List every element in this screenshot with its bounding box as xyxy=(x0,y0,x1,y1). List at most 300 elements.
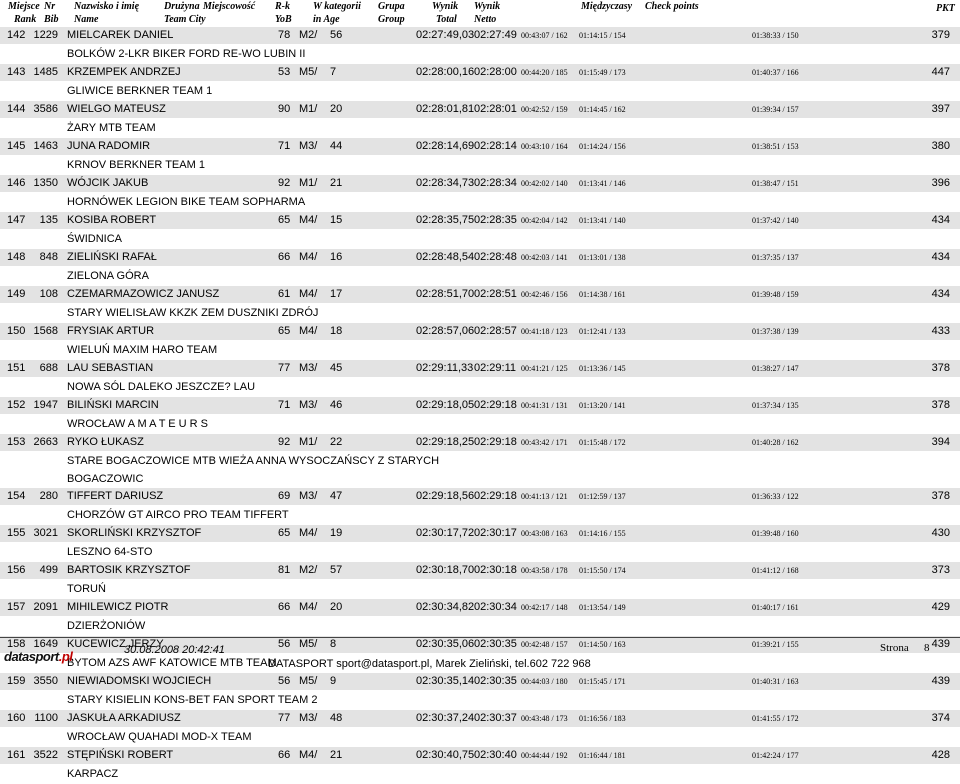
table-row xyxy=(0,488,960,525)
rank-cell: 144 xyxy=(7,103,26,115)
yob-cell: 65 xyxy=(278,214,291,226)
bib-cell: 108 xyxy=(39,288,58,300)
pkt-cell: 439 xyxy=(931,675,950,687)
netto-time-cell: 02:30:17 xyxy=(474,527,517,539)
bib-cell: 1947 xyxy=(33,399,58,411)
checkpoint-2-cell: 01:13:01 / 138 xyxy=(579,253,626,262)
header-druzyna: Drużyna xyxy=(164,1,200,12)
rank-cell: 150 xyxy=(7,325,26,337)
header-group: Group xyxy=(378,14,405,25)
rank-cell: 156 xyxy=(7,564,26,576)
total-time-cell: 02:30:40,75 xyxy=(416,749,475,761)
header-nazwisko: Nazwisko i imię xyxy=(74,1,140,12)
table-row xyxy=(0,249,960,286)
total-time-cell: 02:29:11,33 xyxy=(416,362,474,374)
name-cell: CZEMARMAZOWICZ JANUSZ xyxy=(67,288,220,300)
group-cell: M4/ xyxy=(299,288,318,300)
netto-time-cell: 02:28:51 xyxy=(474,288,517,300)
bib-cell: 1649 xyxy=(33,638,58,650)
group-cell: M3/ xyxy=(299,140,318,152)
checkpoint-2-cell: 01:15:45 / 171 xyxy=(579,677,626,686)
group-cell: M4/ xyxy=(299,527,318,539)
bib-cell: 1350 xyxy=(33,177,58,189)
table-row xyxy=(0,673,960,710)
yob-cell: 56 xyxy=(278,638,291,650)
yob-cell: 78 xyxy=(278,29,291,41)
header-checkpoints: Check points xyxy=(645,1,699,12)
total-time-cell: 02:29:18,56 xyxy=(416,490,475,502)
total-time-cell: 02:28:57,06 xyxy=(416,325,475,337)
checkpoint-2-cell: 01:14:45 / 162 xyxy=(579,105,626,114)
pkt-cell: 378 xyxy=(931,362,950,374)
page-number: 8 xyxy=(924,642,930,654)
checkpoint-1-cell: 00:43:58 / 178 xyxy=(521,566,568,575)
name-cell: BARTOSIK KRZYSZTOF xyxy=(67,564,191,576)
name-cell: TIFFERT DARIUSZ xyxy=(67,490,164,502)
bib-cell: 3522 xyxy=(33,749,58,761)
yob-cell: 65 xyxy=(278,325,291,337)
rank-cell: 148 xyxy=(7,251,26,263)
datasport-logo: datasport.pl xyxy=(4,649,73,664)
rank-cell: 147 xyxy=(7,214,26,226)
bib-cell: 2091 xyxy=(33,601,58,613)
group-cell: M5/ xyxy=(299,675,318,687)
checkpoint-2-cell: 01:13:54 / 149 xyxy=(579,603,626,612)
name-cell: RYKO ŁUKASZ xyxy=(67,436,144,448)
pkt-cell: 379 xyxy=(931,29,950,41)
bib-cell: 3550 xyxy=(33,675,58,687)
pkt-cell: 434 xyxy=(931,288,950,300)
table-row xyxy=(0,599,960,636)
name-cell: SKORLIŃSKI KRZYSZTOF xyxy=(67,527,202,539)
team-city-cell: WROCŁAW QUAHADI MOD-X TEAM xyxy=(67,731,252,743)
netto-time-cell: 02:30:40 xyxy=(474,749,517,761)
footer-divider xyxy=(0,637,960,638)
checkpoint-2-cell: 01:12:59 / 137 xyxy=(579,492,626,501)
header-team-city: Team City xyxy=(164,14,206,25)
group-cell: M2/ xyxy=(299,29,318,41)
pkt-cell: 430 xyxy=(931,527,950,539)
bib-cell: 1100 xyxy=(34,712,58,724)
table-row xyxy=(0,138,960,175)
header-rk: R-k xyxy=(275,1,290,12)
bib-cell: 280 xyxy=(39,490,58,502)
pkt-cell: 434 xyxy=(931,251,950,263)
name-cell: MIELCAREK DANIEL xyxy=(67,29,174,41)
checkpoint-3-cell: 01:36:33 / 122 xyxy=(752,492,799,501)
rank-cell: 155 xyxy=(7,527,26,539)
checkpoint-2-cell: 01:14:16 / 155 xyxy=(579,529,626,538)
rank-cell: 153 xyxy=(7,436,26,448)
checkpoint-2-cell: 01:13:36 / 145 xyxy=(579,364,626,373)
table-row xyxy=(0,27,960,64)
yob-cell: 66 xyxy=(278,601,291,613)
bib-cell: 3021 xyxy=(33,527,58,539)
checkpoint-3-cell: 01:37:38 / 139 xyxy=(752,327,799,336)
total-time-cell: 02:30:37,24 xyxy=(416,712,475,724)
checkpoint-3-cell: 01:37:35 / 137 xyxy=(752,253,799,262)
team-city-cell: BYTOM AZS AWF KATOWICE MTB TEAM xyxy=(67,657,277,669)
age-cell: 48 xyxy=(330,712,343,724)
age-cell: 8 xyxy=(330,638,337,650)
checkpoint-1-cell: 00:44:44 / 192 xyxy=(521,751,568,760)
netto-time-cell: 02:30:18 xyxy=(474,564,517,576)
checkpoint-1-cell: 00:43:07 / 162 xyxy=(521,31,568,40)
checkpoint-2-cell: 01:13:41 / 140 xyxy=(579,216,626,225)
table-row xyxy=(0,101,960,138)
total-time-cell: 02:28:51,70 xyxy=(416,288,475,300)
total-time-cell: 02:28:48,54 xyxy=(416,251,475,263)
checkpoint-2-cell: 01:14:38 / 161 xyxy=(579,290,626,299)
header-in-age: in Age xyxy=(313,14,340,25)
group-cell: M2/ xyxy=(299,564,318,576)
total-time-cell: 02:30:17,72 xyxy=(416,527,475,539)
netto-time-cell: 02:30:35 xyxy=(474,638,517,650)
pkt-cell: 447 xyxy=(931,66,950,78)
age-cell: 20 xyxy=(330,601,343,613)
age-cell: 16 xyxy=(330,251,343,263)
checkpoint-1-cell: 00:43:08 / 163 xyxy=(521,529,568,538)
name-cell: KOSIBA ROBERT xyxy=(67,214,157,226)
group-cell: M3/ xyxy=(299,399,318,411)
rank-cell: 142 xyxy=(7,29,26,41)
name-cell: KUCEWICZ JERZY xyxy=(67,638,164,650)
total-time-cell: 02:30:34,82 xyxy=(416,601,475,613)
netto-time-cell: 02:27:49 xyxy=(474,29,517,41)
bib-cell: 1568 xyxy=(33,325,58,337)
pkt-cell: 396 xyxy=(931,177,950,189)
netto-time-cell: 02:30:35 xyxy=(474,675,517,687)
pkt-cell: 380 xyxy=(931,140,950,152)
age-cell: 9 xyxy=(330,675,337,687)
total-time-cell: 02:30:35,06 xyxy=(416,638,475,650)
checkpoint-3-cell: 01:41:12 / 168 xyxy=(752,566,799,575)
rank-cell: 151 xyxy=(7,362,26,374)
rank-cell: 159 xyxy=(7,675,26,687)
total-time-cell: 02:28:00,16 xyxy=(416,66,475,78)
team-city-cell: LESZNO 64-STO xyxy=(67,546,153,558)
header-w-kategorii: W kategorii xyxy=(313,1,361,12)
checkpoint-1-cell: 00:44:03 / 180 xyxy=(521,677,568,686)
bib-cell: 1229 xyxy=(33,29,58,41)
netto-time-cell: 02:30:37 xyxy=(474,712,517,724)
team-city-cell: HORNÓWEK LEGION BIKE TEAM SOPHARMA xyxy=(67,196,306,208)
age-cell: 46 xyxy=(330,399,343,411)
yob-cell: 53 xyxy=(278,66,291,78)
team-city-cell: BOLKÓW 2-LKR BIKER FORD RE-WO LUBIN II xyxy=(67,48,306,60)
yob-cell: 65 xyxy=(278,527,291,539)
age-cell: 56 xyxy=(330,29,343,41)
age-cell: 44 xyxy=(330,140,343,152)
netto-time-cell: 02:28:57 xyxy=(474,325,517,337)
yob-cell: 66 xyxy=(278,749,291,761)
checkpoint-3-cell: 01:41:55 / 172 xyxy=(752,714,799,723)
checkpoint-2-cell: 01:15:48 / 172 xyxy=(579,438,626,447)
group-cell: M3/ xyxy=(299,490,318,502)
group-cell: M1/ xyxy=(299,436,318,448)
team-city-cell: WROCŁAW A M A T E U R S xyxy=(67,418,208,430)
total-time-cell: 02:29:18,05 xyxy=(416,399,475,411)
netto-time-cell: 02:29:18 xyxy=(474,436,517,448)
header-nr: Nr xyxy=(44,1,56,12)
team-city-cell: NOWA SÓL DALEKO JESZCZE? LAU xyxy=(67,381,256,393)
age-cell: 7 xyxy=(330,66,337,78)
bib-cell: 688 xyxy=(39,362,58,374)
checkpoint-3-cell: 01:39:48 / 160 xyxy=(752,529,799,538)
rank-cell: 152 xyxy=(7,399,26,411)
checkpoint-1-cell: 00:43:10 / 164 xyxy=(521,142,568,151)
age-cell: 45 xyxy=(330,362,343,374)
checkpoint-1-cell: 00:42:48 / 157 xyxy=(521,640,568,649)
age-cell: 47 xyxy=(330,490,343,502)
pkt-cell: 397 xyxy=(931,103,950,115)
pkt-cell: 378 xyxy=(931,399,950,411)
checkpoint-2-cell: 01:16:56 / 183 xyxy=(579,714,626,723)
checkpoint-1-cell: 00:42:46 / 156 xyxy=(521,290,568,299)
netto-time-cell: 02:28:00 xyxy=(474,66,517,78)
total-time-cell: 02:27:49,03 xyxy=(416,29,475,41)
rank-cell: 160 xyxy=(7,712,26,724)
team-city-cell: KRNOV BERKNER TEAM 1 xyxy=(67,159,205,171)
checkpoint-2-cell: 01:14:50 / 163 xyxy=(579,640,626,649)
checkpoint-1-cell: 00:44:20 / 185 xyxy=(521,68,568,77)
table-row xyxy=(0,286,960,323)
rank-cell: 146 xyxy=(7,177,26,189)
group-cell: M4/ xyxy=(299,325,318,337)
checkpoint-1-cell: 00:41:13 / 121 xyxy=(521,492,568,501)
team-city-cell: KARPACZ xyxy=(67,768,119,780)
checkpoint-3-cell: 01:42:24 / 177 xyxy=(752,751,799,760)
checkpoint-1-cell: 00:42:04 / 142 xyxy=(521,216,568,225)
table-row xyxy=(0,562,960,599)
age-cell: 22 xyxy=(330,436,343,448)
checkpoint-1-cell: 00:41:31 / 131 xyxy=(521,401,568,410)
bib-cell: 1485 xyxy=(33,66,58,78)
yob-cell: 81 xyxy=(278,564,291,576)
name-cell: KRZEMPEK ANDRZEJ xyxy=(67,66,181,78)
yob-cell: 71 xyxy=(278,140,291,152)
checkpoint-1-cell: 00:42:52 / 159 xyxy=(521,105,568,114)
footer-contact: DATASPORT sport@datasport.pl, Marek Zieliński, tel.602 722 968 xyxy=(268,658,591,670)
total-time-cell: 02:28:01,81 xyxy=(416,103,475,115)
pkt-cell: 428 xyxy=(931,749,950,761)
name-cell: WÓJCIK JAKUB xyxy=(67,177,149,189)
checkpoint-1-cell: 00:42:02 / 140 xyxy=(521,179,568,188)
bib-cell: 1463 xyxy=(33,140,58,152)
age-cell: 18 xyxy=(330,325,343,337)
pkt-cell: 434 xyxy=(931,214,950,226)
yob-cell: 90 xyxy=(278,103,291,115)
checkpoint-3-cell: 01:38:27 / 147 xyxy=(752,364,799,373)
checkpoint-2-cell: 01:13:41 / 146 xyxy=(579,179,626,188)
checkpoint-3-cell: 01:40:31 / 163 xyxy=(752,677,799,686)
team-city-cell: TORUŃ xyxy=(67,583,106,595)
yob-cell: 92 xyxy=(278,436,291,448)
bib-cell: 3586 xyxy=(33,103,58,115)
header-rank: Rank xyxy=(14,14,37,25)
checkpoint-2-cell: 01:14:24 / 156 xyxy=(579,142,626,151)
header-pkt: PKT xyxy=(936,3,955,14)
checkpoint-2-cell: 01:16:44 / 181 xyxy=(579,751,626,760)
age-cell: 19 xyxy=(330,527,343,539)
checkpoint-2-cell: 01:15:49 / 173 xyxy=(579,68,626,77)
page-footer xyxy=(0,640,960,671)
name-cell: JUNA RADOMIR xyxy=(67,140,151,152)
checkpoint-3-cell: 01:40:28 / 162 xyxy=(752,438,799,447)
name-cell: MIHILEWICZ PIOTR xyxy=(67,601,169,613)
bib-cell: 2663 xyxy=(33,436,58,448)
checkpoint-2-cell: 01:14:15 / 154 xyxy=(579,31,626,40)
pkt-cell: 394 xyxy=(931,436,950,448)
table-row xyxy=(0,747,960,784)
group-cell: M4/ xyxy=(299,749,318,761)
checkpoint-3-cell: 01:40:37 / 166 xyxy=(752,68,799,77)
checkpoint-1-cell: 00:42:17 / 148 xyxy=(521,603,568,612)
header-wynik-total: Wynik xyxy=(432,1,459,12)
team-city-cell: GLIWICE BERKNER TEAM 1 xyxy=(67,85,213,97)
group-cell: M1/ xyxy=(299,103,318,115)
yob-cell: 71 xyxy=(278,399,291,411)
netto-time-cell: 02:28:48 xyxy=(474,251,517,263)
yob-cell: 92 xyxy=(278,177,291,189)
total-time-cell: 02:29:18,25 xyxy=(416,436,475,448)
team-city-cell: STARY KISIELIN KONS-BET FAN SPORT TEAM 2 xyxy=(67,694,318,706)
team-city-cell: CHORZÓW GT AIRCO PRO TEAM TIFFERT xyxy=(67,509,289,521)
age-cell: 21 xyxy=(330,177,343,189)
rank-cell: 143 xyxy=(7,66,26,78)
team-city-cell: DZIERŻONIÓW xyxy=(67,620,146,632)
team-city-continuation: BOGACZOWIC xyxy=(67,473,144,485)
total-time-cell: 02:28:35,75 xyxy=(416,214,475,226)
checkpoint-3-cell: 01:38:33 / 150 xyxy=(752,31,799,40)
table-row xyxy=(0,397,960,434)
rank-cell: 158 xyxy=(7,638,26,650)
table-row xyxy=(0,175,960,212)
table-row xyxy=(0,710,960,747)
total-time-cell: 02:28:34,73 xyxy=(416,177,475,189)
group-cell: M1/ xyxy=(299,177,318,189)
yob-cell: 77 xyxy=(278,362,291,374)
rank-cell: 154 xyxy=(7,490,26,502)
checkpoint-2-cell: 01:13:20 / 141 xyxy=(579,401,626,410)
total-time-cell: 02:28:14,69 xyxy=(416,140,475,152)
team-city-cell: STARY WIELISŁAW KKZK ZEM DUSZNIKI ZDRÓJ xyxy=(67,307,319,319)
checkpoint-2-cell: 01:15:50 / 174 xyxy=(579,566,626,575)
header-netto: Netto xyxy=(474,14,497,25)
group-cell: M5/ xyxy=(299,66,318,78)
name-cell: FRYSIAK ARTUR xyxy=(67,325,155,337)
netto-time-cell: 02:28:01 xyxy=(474,103,517,115)
checkpoint-3-cell: 01:39:34 / 157 xyxy=(752,105,799,114)
pkt-cell: 378 xyxy=(931,490,950,502)
team-city-cell: ŚWIDNICA xyxy=(67,233,122,245)
pkt-cell: 373 xyxy=(931,564,950,576)
netto-time-cell: 02:28:14 xyxy=(474,140,517,152)
header-miedzyczasy: Międzyczasy xyxy=(581,1,633,12)
name-cell: JASKUŁA ARKADIUSZ xyxy=(67,712,181,724)
name-cell: WIELGO MATEUSZ xyxy=(67,103,166,115)
group-cell: M4/ xyxy=(299,601,318,613)
age-cell: 20 xyxy=(330,103,343,115)
group-cell: M5/ xyxy=(299,638,318,650)
table-row xyxy=(0,525,960,562)
group-cell: M4/ xyxy=(299,251,318,263)
results-table-header xyxy=(0,0,960,27)
page-label: Strona xyxy=(880,642,909,654)
yob-cell: 77 xyxy=(278,712,291,724)
rank-cell: 145 xyxy=(7,140,26,152)
checkpoint-1-cell: 00:43:42 / 171 xyxy=(521,438,568,447)
age-cell: 17 xyxy=(330,288,343,300)
name-cell: STĘPIŃSKI ROBERT xyxy=(67,749,174,761)
group-cell: M4/ xyxy=(299,214,318,226)
checkpoint-1-cell: 00:42:03 / 141 xyxy=(521,253,568,262)
table-row xyxy=(0,323,960,360)
yob-cell: 61 xyxy=(278,288,291,300)
checkpoint-3-cell: 01:38:47 / 151 xyxy=(752,179,799,188)
checkpoint-3-cell: 01:39:21 / 155 xyxy=(752,640,799,649)
netto-time-cell: 02:29:18 xyxy=(474,490,517,502)
total-time-cell: 02:30:18,70 xyxy=(416,564,475,576)
rank-cell: 161 xyxy=(7,749,26,761)
netto-time-cell: 02:28:35 xyxy=(474,214,517,226)
rank-cell: 157 xyxy=(7,601,26,613)
rank-cell: 149 xyxy=(7,288,26,300)
pkt-cell: 439 xyxy=(931,638,950,650)
checkpoint-3-cell: 01:37:34 / 135 xyxy=(752,401,799,410)
name-cell: LAU SEBASTIAN xyxy=(67,362,154,374)
pkt-cell: 433 xyxy=(931,325,950,337)
total-time-cell: 02:30:35,14 xyxy=(416,675,475,687)
team-city-cell: ŻARY MTB TEAM xyxy=(67,122,156,134)
age-cell: 57 xyxy=(330,564,343,576)
team-city-cell: WIELUŃ MAXIM HARO TEAM xyxy=(67,344,218,356)
checkpoint-3-cell: 01:37:42 / 140 xyxy=(752,216,799,225)
netto-time-cell: 02:28:34 xyxy=(474,177,517,189)
age-cell: 15 xyxy=(330,214,343,226)
pkt-cell: 429 xyxy=(931,601,950,613)
table-row xyxy=(0,64,960,101)
team-city-cell: STARE BOGACZOWICE MTB WIEŻA ANNA WYSOCZAŃSCY Z STARYCH xyxy=(67,455,440,467)
table-row xyxy=(0,212,960,249)
checkpoint-1-cell: 00:43:48 / 173 xyxy=(521,714,568,723)
checkpoint-3-cell: 01:39:48 / 159 xyxy=(752,290,799,299)
header-wynik-netto: Wynik xyxy=(474,1,501,12)
header-miejscowosc: Miejscowość xyxy=(203,1,256,12)
checkpoint-3-cell: 01:38:51 / 153 xyxy=(752,142,799,151)
group-cell: M3/ xyxy=(299,712,318,724)
checkpoint-3-cell: 01:40:17 / 161 xyxy=(752,603,799,612)
netto-time-cell: 02:30:34 xyxy=(474,601,517,613)
header-bib: Bib xyxy=(44,14,59,25)
header-name: Name xyxy=(74,14,99,25)
header-total: Total xyxy=(436,14,457,25)
name-cell: BILIŃSKI MARCIN xyxy=(67,399,159,411)
group-cell: M3/ xyxy=(299,362,318,374)
checkpoint-1-cell: 00:41:21 / 125 xyxy=(521,364,568,373)
checkpoint-1-cell: 00:41:18 / 123 xyxy=(521,327,568,336)
pkt-cell: 374 xyxy=(931,712,950,724)
netto-time-cell: 02:29:18 xyxy=(474,399,517,411)
header-yob: YoB xyxy=(275,14,292,25)
netto-time-cell: 02:29:11 xyxy=(474,362,517,374)
header-grupa: Grupa xyxy=(378,1,405,12)
bib-cell: 499 xyxy=(39,564,58,576)
print-datetime: 30.08.2008 20:42:41 xyxy=(124,644,225,656)
yob-cell: 66 xyxy=(278,251,291,263)
team-city-cell: ZIELONA GÓRA xyxy=(67,270,149,282)
table-row xyxy=(0,360,960,397)
